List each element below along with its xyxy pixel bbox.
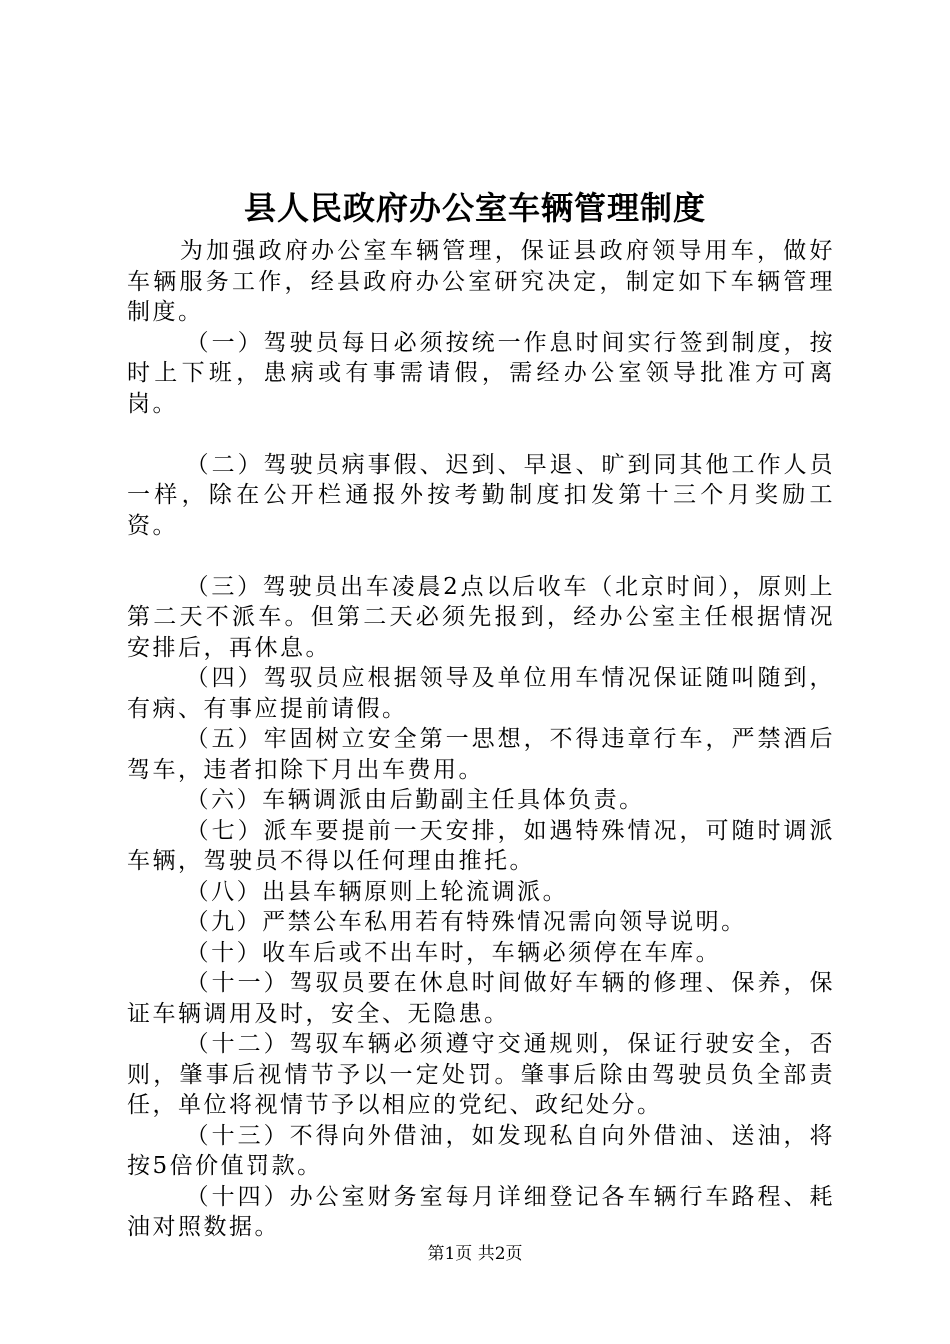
rule-item-13: （十三）不得向外借油，如发现私自向外借油、送油，将按5倍价值罚款。	[127, 1122, 835, 1179]
rule-item-11: （十一）驾驭员要在休息时间做好车辆的修理、保养，保证车辆调用及时，安全、无隐患。	[127, 970, 835, 1027]
document-title: 县人民政府办公室车辆管理制度	[243, 189, 706, 227]
rule-item-8: （八）出县车辆原则上轮流调派。	[185, 878, 569, 905]
rule-item-4: （四）驾驭员应根据领导及单位用车情况保证随叫随到，有病、有事应提前请假。	[127, 665, 835, 722]
rule-item-1: （一）驾驶员每日必须按统一作息时间实行签到制度，按时上下班，患病或有事需请假，需经办公室领导批准方可离岗。	[127, 329, 835, 417]
rule-item-7: （七）派车要提前一天安排，如遇特殊情况，可随时调派车辆，驾驶员不得以任何理由推托。	[127, 817, 835, 874]
rule-item-3: （三）驾驶员出车凌晨2点以后收车（北京时间），原则上第二天不派车。但第二天必须先报到，经办公室主任根据情况安排后，再休息。	[127, 573, 835, 661]
rule-item-10: （十）收车后或不出车时，车辆必须停在车库。	[185, 939, 722, 966]
rule-item-6: （六）车辆调派由后勤副主任具体负责。	[185, 787, 645, 813]
rule-item-12: （十二）驾驭车辆必须遵守交通规则，保证行驶安全，否则，肇事后视情节予以一定处罚。肇事后除由驾驶员负全部责任，单位将视情节予以相应的党纪、政纪处分。	[127, 1031, 835, 1118]
intro-paragraph: 为加强政府办公室车辆管理，保证县政府领导用车，做好车辆服务工作，经县政府办公室研究决定，制定如下车辆管理制度。	[127, 238, 835, 325]
paragraph-gap	[127, 541, 835, 572]
paragraph-gap	[127, 419, 835, 450]
rule-item-9: （九）严禁公车私用若有特殊情况需向领导说明。	[185, 909, 747, 935]
rule-item-2: （二）驾驶员病事假、迟到、早退、旷到同其他工作人员一样，除在公开栏通报外按考勤制度扣发第十三个月奖励工资。	[127, 451, 835, 539]
rule-item-14: （十四）办公室财务室每月详细登记各车辆行车路程、耗油对照数据。	[127, 1183, 835, 1240]
rule-item-5: （五）牢固树立安全第一思想，不得违章行车，严禁酒后驾车，违者扣除下月出车费用。	[127, 726, 835, 783]
page-footer: 第1页 共2页	[427, 1244, 523, 1264]
document-body	[127, 236, 835, 1243]
